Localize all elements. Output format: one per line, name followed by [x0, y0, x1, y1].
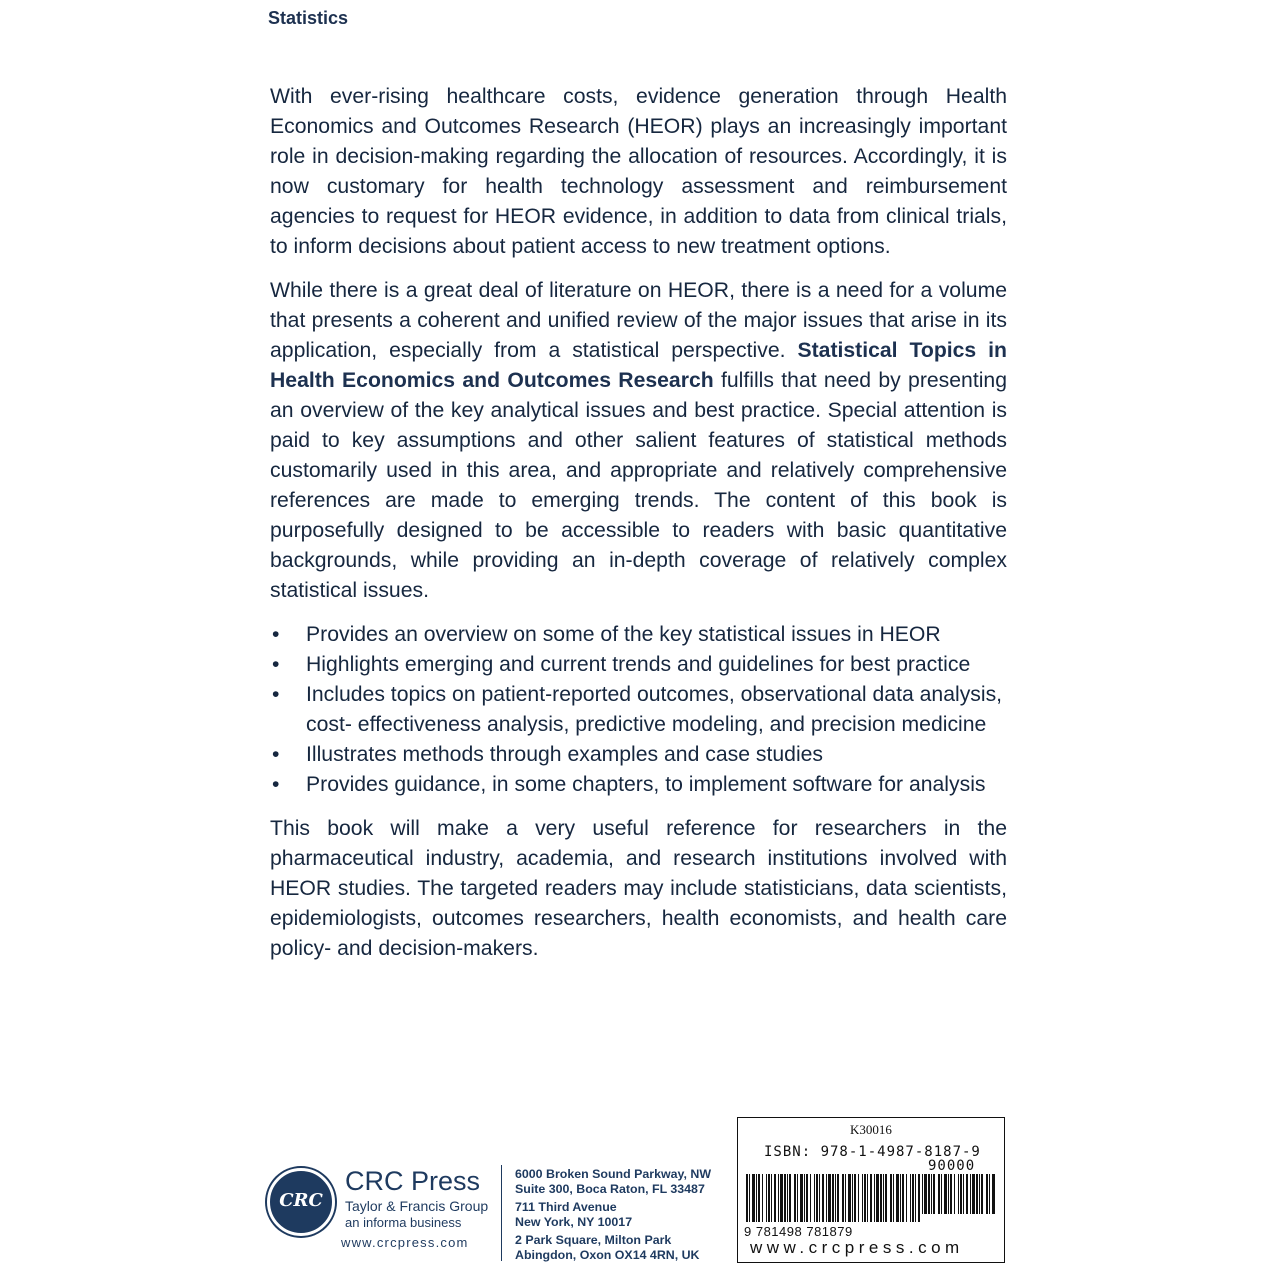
feature-text: Includes topics on patient-reported outcomes, observational data analysis, cost- effectiveness analysis, predictive modeling, and precision medicine	[306, 683, 1003, 736]
address-line: Suite 300, Boca Raton, FL 33487	[515, 1182, 705, 1197]
barcode-bar	[883, 1174, 884, 1222]
barcode-bar	[794, 1174, 796, 1222]
barcode-bar	[880, 1174, 882, 1222]
barcode-bar	[832, 1174, 834, 1222]
barcode-bar	[858, 1174, 859, 1222]
category-label: Statistics	[268, 8, 349, 28]
feature-item	[270, 680, 1007, 740]
barcode-bar	[954, 1174, 955, 1214]
barcode-bar	[876, 1174, 879, 1222]
barcode-bar	[766, 1174, 767, 1222]
barcode-bar	[915, 1174, 916, 1222]
barcode-bar	[819, 1174, 820, 1222]
barcode-bar	[842, 1174, 844, 1222]
intro-paragraph: With ever-rising healthcare costs, evidence generation through Health Economics and Outcomes Research (HEOR) plays an increasingly important role in decision-making regarding the allocation of resources. Accordingly, it is now customary for health technology assessment and reimbursement agencies to request for HEOR evidence, in addition to data from clinical trials, to inform decisions about patient access to new treatment options.	[270, 85, 1007, 258]
barcode-bar	[970, 1174, 971, 1214]
feature-text: Illustrates methods through examples and case studies	[306, 743, 824, 766]
barcode-bar	[900, 1174, 901, 1222]
barcode-bar	[986, 1174, 988, 1214]
barcode-digits: 9 781498 781879	[744, 1224, 853, 1239]
barcode-bar	[835, 1174, 836, 1222]
barcode-bar	[752, 1174, 755, 1222]
publisher-addresses	[515, 1167, 711, 1265]
barcode-bar	[826, 1174, 827, 1222]
barcode-bar	[918, 1174, 920, 1222]
barcode-bar	[789, 1174, 791, 1222]
barcode-bar	[864, 1174, 866, 1222]
barcode-bar	[768, 1174, 770, 1222]
book-description	[270, 82, 1007, 978]
barcode-bar	[854, 1174, 856, 1222]
barcode-bar	[941, 1174, 942, 1214]
overview-text-after: fulfills that need by presenting an overview of the key analytical issues and best practice. Special attention is paid to key assumptions and other salient features of statistical methods customarily used in this area, and appropriate and relatively comprehensive references are made to emerging trends. The content of this book is purposefully designed to be accessible to readers with basic quantitative backgrounds, while providing an in-depth coverage of relatively complex statistical issues.	[270, 369, 1007, 602]
barcode-bar	[758, 1174, 760, 1222]
barcode-bar	[972, 1174, 975, 1214]
barcode-bar	[981, 1174, 983, 1214]
barcode-icon	[738, 1174, 1004, 1226]
barcode-bar	[966, 1174, 968, 1214]
barcode-bar	[837, 1174, 839, 1222]
publisher-divider	[501, 1165, 502, 1261]
address-line: 6000 Broken Sound Parkway, NW	[515, 1167, 712, 1181]
barcode-bar	[746, 1174, 748, 1222]
barcode-bar	[845, 1174, 846, 1222]
feature-text: Provides guidance, in some chapters, to implement software for analysis	[306, 773, 986, 796]
publisher-name: CRC Press	[345, 1166, 481, 1196]
barcode-bar	[958, 1174, 959, 1214]
bullet-icon: •	[272, 623, 280, 646]
bullet-icon: •	[272, 773, 280, 796]
barcode-bar	[893, 1174, 894, 1222]
feature-item	[270, 770, 1007, 800]
barcode-bar	[810, 1174, 811, 1222]
bullet-icon: •	[272, 683, 280, 706]
logo-text: CRC	[279, 1190, 323, 1211]
barcode-bar	[910, 1174, 911, 1222]
price-code: 90000	[928, 1158, 976, 1174]
barcode-bar	[797, 1174, 798, 1222]
barcode-bar	[867, 1174, 868, 1222]
address-florida	[515, 1167, 711, 1198]
publisher-group: Taylor & Francis Group	[345, 1198, 489, 1214]
barcode-bar	[933, 1174, 935, 1214]
barcode-website: www.crcpress.com	[750, 1238, 964, 1257]
barcode-bar	[852, 1174, 853, 1222]
book-title: Statistical Topics in Health Economics and Outcomes Research	[270, 339, 1007, 392]
barcode-bar	[906, 1174, 907, 1222]
barcode-bar	[806, 1174, 808, 1222]
barcode-bar	[963, 1174, 964, 1214]
address-line: 711 Third Avenue	[515, 1199, 617, 1214]
barcode-bar	[756, 1174, 757, 1222]
barcode-bar	[862, 1174, 863, 1222]
barcode-bar	[912, 1174, 914, 1222]
barcode-bar	[922, 1174, 923, 1214]
crc-logo-icon	[267, 1168, 335, 1236]
isbn-text: ISBN: 978-1-4987-8187-9	[764, 1144, 981, 1160]
feature-text: Highlights emerging and current trends and guidelines for best practice	[306, 653, 971, 676]
barcode-bar	[938, 1174, 940, 1214]
barcode-bar	[800, 1174, 803, 1222]
bullet-icon: •	[272, 743, 280, 766]
barcode-bar	[787, 1174, 788, 1222]
barcode-bar	[944, 1174, 947, 1214]
barcode-bar	[774, 1174, 776, 1222]
address-line: Abingdon, Oxon OX14 4RN, UK	[515, 1248, 700, 1263]
barcode-bar	[814, 1174, 815, 1222]
feature-list	[270, 620, 1007, 800]
barcode-bar	[928, 1174, 930, 1214]
barcode-bar	[784, 1174, 786, 1222]
barcode-bar	[778, 1174, 779, 1222]
barcode-bar	[931, 1174, 932, 1214]
barcode-box	[737, 1117, 1005, 1263]
address-line: New York, NY 10017	[515, 1215, 633, 1230]
barcode-bar	[848, 1174, 851, 1222]
barcode-bar	[822, 1174, 824, 1222]
address-new-york	[515, 1200, 711, 1231]
barcode-bar	[804, 1174, 805, 1222]
barcode-bar	[762, 1174, 763, 1222]
feature-item	[270, 650, 1007, 680]
barcode-bar	[780, 1174, 783, 1222]
barcode-bar	[816, 1174, 818, 1222]
feature-item	[270, 620, 1007, 650]
barcode-bar	[979, 1174, 980, 1214]
barcode-bar	[950, 1174, 952, 1214]
barcode-bar	[890, 1174, 892, 1222]
publisher-informa: an informa business	[345, 1215, 462, 1230]
barcode-bar	[885, 1174, 887, 1222]
barcode-bar	[989, 1174, 990, 1214]
overview-text-before: While there is a great deal of literature on HEOR, there is a need for a volume that presents a coherent and unified review of the major issues that arise in its application, especially from a statistical perspective.	[270, 279, 1007, 362]
barcode-bar	[749, 1174, 750, 1222]
product-code: K30016	[850, 1122, 892, 1137]
barcode-bar	[828, 1174, 831, 1222]
publisher-website: www.crcpress.com	[341, 1235, 469, 1250]
publisher-block	[265, 1160, 725, 1263]
overview-paragraph	[270, 276, 1007, 606]
barcode-bar	[992, 1174, 995, 1214]
barcode-bar	[902, 1174, 904, 1222]
feature-item	[270, 740, 1007, 770]
barcode-bar	[948, 1174, 949, 1214]
barcode-bar	[771, 1174, 772, 1222]
barcode-bar	[874, 1174, 875, 1222]
barcode-bar	[960, 1174, 962, 1214]
barcode-bar	[976, 1174, 978, 1214]
bullet-icon: •	[272, 653, 280, 676]
address-line: 2 Park Square, Milton Park	[515, 1232, 672, 1247]
barcode-bar	[924, 1174, 927, 1214]
closing-paragraph: This book will make a very useful reference for researchers in the pharmaceutical industry, academia, and research institutions involved with HEOR studies. The targeted readers may include statisticians, data scientists, epidemiologists, outcomes researchers, health economists, and health care policy- and decision-makers.	[270, 817, 1007, 960]
barcode-bar	[870, 1174, 872, 1222]
address-uk	[515, 1233, 711, 1264]
feature-text: Provides an overview on some of the key statistical issues in HEOR	[306, 623, 941, 646]
barcode-bar	[896, 1174, 899, 1222]
